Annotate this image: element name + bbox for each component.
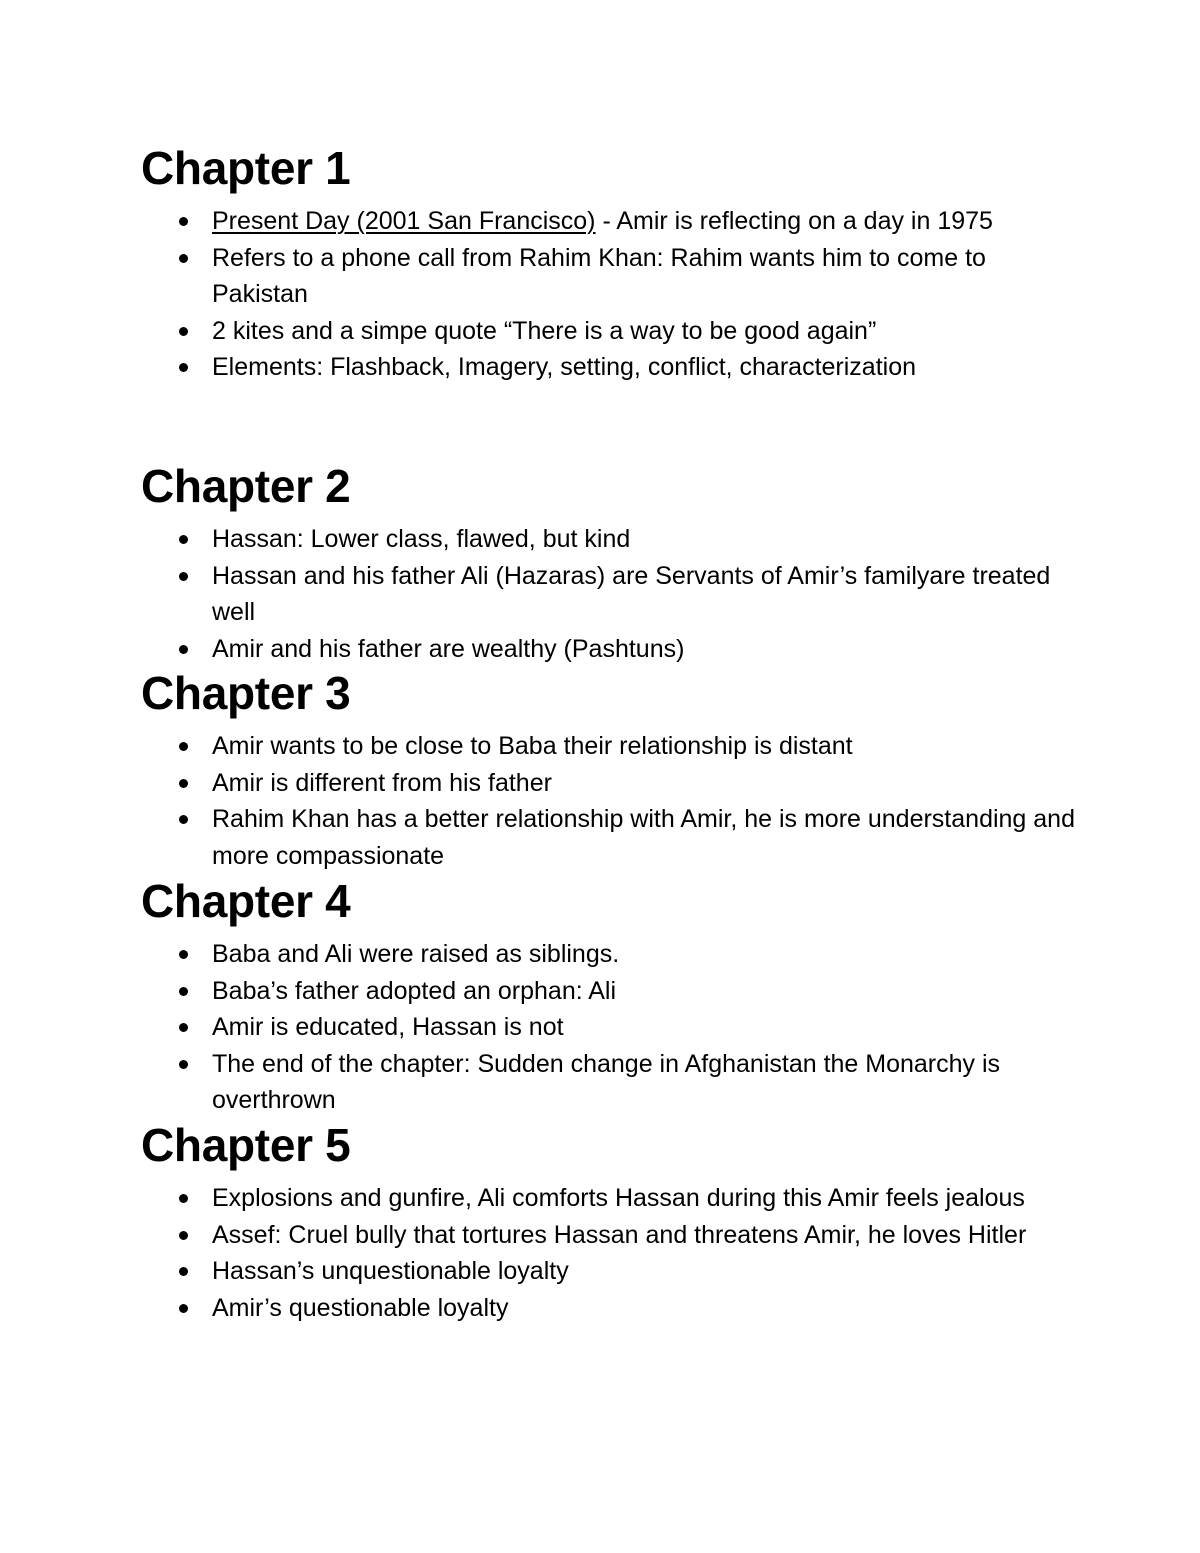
list-item [141,1046,1081,1119]
bullet-text: Refers to a phone call from Rahim Khan: Rahim wants him to come to Pakistan [212,243,986,308]
bullet-icon [179,327,188,336]
chapter-heading: Chapter 2 [141,460,351,512]
list-item [141,203,1081,240]
list-item [141,631,1081,668]
bullet-text: Amir’s questionable loyalty [212,1293,509,1322]
bullet-text: Rahim Khan has a better relationship with Amir, he is more understanding and more compassionate [212,805,1075,870]
bullet-text: Baba’s father adopted an orphan: Ali [212,976,617,1005]
bullet-text: Amir is different from his father [212,768,552,797]
underlined-text: Present Day (2001 San Francisco) [212,207,596,235]
bullet-list [141,936,1081,1119]
list-item [141,936,1081,973]
bullet-list [141,521,1081,667]
list-item [141,313,1081,350]
chapter-heading: Chapter 3 [141,667,351,719]
bullet-text: Amir is educated, Hassan is not [212,1013,564,1041]
chapter-5-section [141,1120,1081,1326]
bullet-list [141,203,1081,386]
bullet-icon [179,363,188,372]
bullet-text: The end of the chapter: Sudden change in Afghanistan the Monarchy is overthrown [212,1049,1001,1114]
chapter-2-section [141,461,1081,667]
bullet-text: 2 kites and a simpe quote “There is a way to be good again” [212,316,877,345]
bullet-icon [179,1267,188,1276]
chapter-1-section [141,143,1081,386]
bullet-icon [179,950,188,959]
bullet-list [141,728,1081,874]
chapter-heading: Chapter 5 [141,1119,351,1171]
bullet-text: Explosions and gunfire, Ali comforts Hassan during this Amir feels jealous [212,1184,1025,1212]
bullet-icon [179,1194,188,1203]
list-item [141,1217,1081,1254]
list-item [141,765,1081,802]
bullet-text: Amir and his father are wealthy (Pashtuns) [212,634,685,663]
chapter-3-section [141,668,1081,874]
bullet-icon [179,1231,188,1240]
bullet-icon [179,535,188,544]
bullet-text: Amir wants to be close to Baba their relationship is distant [212,732,853,760]
list-item [141,728,1081,765]
list-item [141,1290,1081,1327]
bullet-text: Baba and Ali were raised as siblings. [212,940,620,968]
bullet-text: Elements: Flashback, Imagery, setting, conflict, characterization [212,353,917,381]
bullet-icon [179,742,188,751]
chapter-heading: Chapter 4 [141,875,351,927]
bullet-icon [179,1023,188,1032]
list-item [141,349,1081,386]
chapter-heading: Chapter 1 [141,142,351,194]
bullet-icon [179,779,188,788]
bullet-icon [179,645,188,654]
bullet-icon [179,987,188,996]
bullet-icon [179,254,188,263]
bullet-text: Assef: Cruel bully that tortures Hassan and threatens Amir, he loves Hitler [212,1220,1027,1249]
bullet-icon [179,1060,188,1069]
bullet-icon [179,1304,188,1313]
bullet-icon [179,572,188,581]
bullet-list [141,1180,1081,1326]
list-item [141,558,1081,631]
chapter-4-section [141,876,1081,1119]
bullet-text: Hassan and his father Ali (Hazaras) are Servants of Amir’s familyare treated well [212,561,1051,626]
bullet-text: - Amir is reflecting on a day in 1975 [595,207,993,235]
list-item [141,1253,1081,1290]
list-item [141,521,1081,558]
bullet-icon [179,815,188,824]
bullet-text: Hassan’s unquestionable loyalty [212,1257,569,1285]
list-item [141,973,1081,1010]
list-item [141,801,1081,874]
bullet-icon [179,217,188,226]
bullet-text: Hassan: Lower class, flawed, but kind [212,525,631,553]
list-item [141,240,1081,313]
list-item [141,1009,1081,1046]
list-item [141,1180,1081,1217]
